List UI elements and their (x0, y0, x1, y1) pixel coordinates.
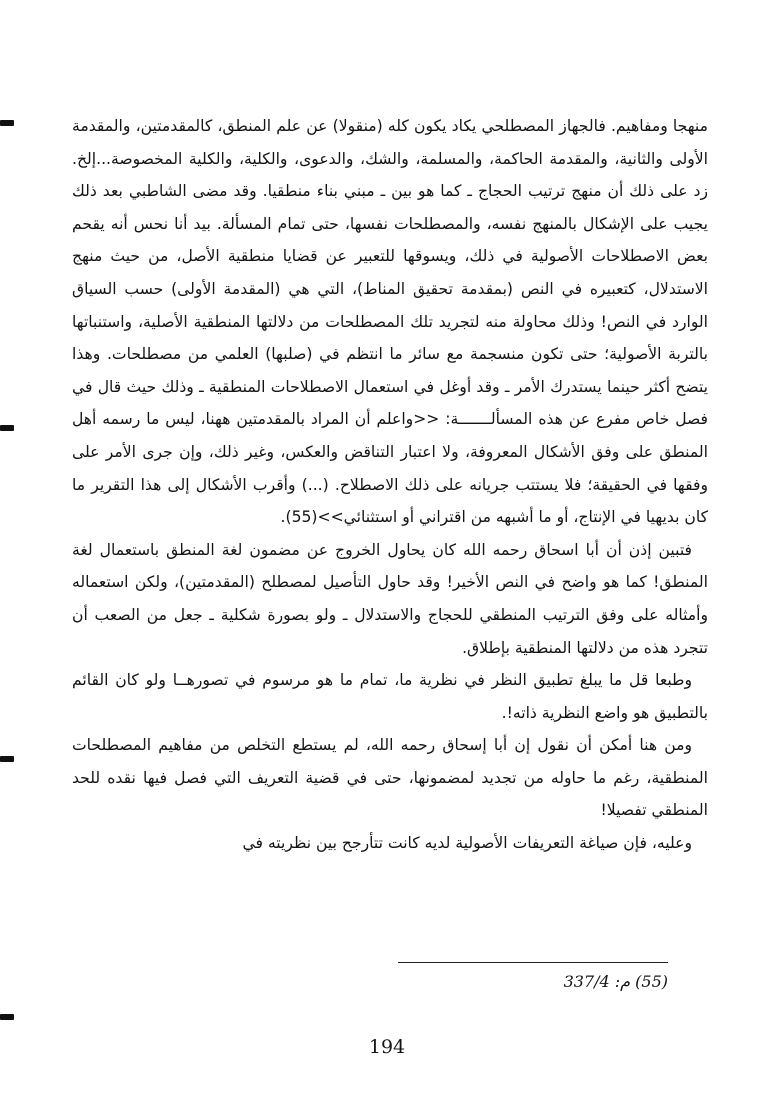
paragraph-3: وطبعا قل ما يبلغ تطبيق النظر في نظرية ما، تمام ما هو مرسوم في تصورهــا ولو كان القائم بالتطبيق هو واضع النظرية ذاته!. (72, 671, 708, 722)
body-text (72, 110, 708, 860)
paragraph-1: منهجا ومفاهيم. فالجهاز المصطلحي يكاد يكون كله (منقولا) عن علم المنطق، كالمقدمتين، والمقدمة الأولى والثانية، والمقدمة الحاكمة، والمسلمة، والشك، والدعوى، والكلية، والكلية المخصوصة...إلخ. زد على ذلك أن منهج ترتيب الحجاج ـ كما هو بين ـ مبني بناء منطقيا. وقد مضى الشاطبي بعد ذلك يجيب على الإشكال بالمنهج نفسه، والمصطلحات نفسها، حتى تمام المسألة. بيد أنا نحس أنه يقحم بعض الاصطلاحات الأصولية في ذلك، ويسوقها للتعبير عن قضايا منطقية الأصل، من حيث منهج الاستدلال، كتعبيره في النص (بمقدمة تحقيق المناط)، التي هي (المقدمة الأولى) حسب السياق الوارد في النص! وذلك محاولة منه لتجريد تلك المصطلحات من دلالتها المنطقية الأصلية، واستنباتها بالتربة الأصولية؛ حتى تكون منسجمة مع سائر ما انتظم في (صلبها) العلمي من مصطلحات. وهذا يتضح أكثر حينما يستدرك الأمر ـ وقد أوغل في استعمال الاصطلاحات المنطقية ـ وذلك حيث قال في فصل خاص مفرع عن هذه المسألـــــــة: <<واعلم أن المراد بالمقدمتين ههنا، ليس ما رسمه أهل المنطق على وفق الأشكال المعروفة، ولا اعتبار التناقض والعكس، وغير ذلك، وإن جرى الأمر على وفقها في الحقيقة؛ فلا يستتب جريانه على ذلك الاصطلاح. (...) وأقرب الأشكال إلى هذا التقرير ما كان بديهيا في الإنتاج، أو ما أشبهه من اقتراني أو استثنائي>>(55). (72, 117, 708, 527)
margin-mark-upper-middle (0, 425, 14, 431)
page-number: 194 (368, 1036, 406, 1058)
paragraph-5: وعليه، فإن صياغة التعريفات الأصولية لديه كانت تتأرجح بين نظريته في (242, 834, 692, 853)
margin-mark-top (0, 120, 14, 126)
margin-mark-bottom (0, 1014, 14, 1020)
footnote-55: (55) م: 337/4 (563, 972, 668, 991)
paragraph-4: ومن هنا أمكن أن نقول إن أبا إسحاق رحمه الله، لم يستطع التخلص من مفاهيم المصطلحات المنطقية، رغم ما حاوله من تجديد لمضمونها، حتى في قضية التعريف التي فصل فيها نقده للحد المنطقي تفصيلا! (72, 736, 708, 820)
margin-mark-lower-middle (0, 756, 14, 762)
paragraph-2: فتبين إذن أن أبا اسحاق رحمه الله كان يحاول الخروج عن مضمون لغة المنطق باستعمال لغة المنطق! كما هو واضح في النص الأخير! وقد حاول التأصيل لمصطلح (المقدمتين)، ولكن استعماله وأمثاله على وفق الترتيب المنطقي للحجاج والاستدلال ـ ولو بصورة شكلية ـ جعل من الصعب أن تتجرد هذه من دلالتها المنطقية بإطلاق. (72, 540, 708, 657)
footnote-divider (398, 962, 668, 963)
